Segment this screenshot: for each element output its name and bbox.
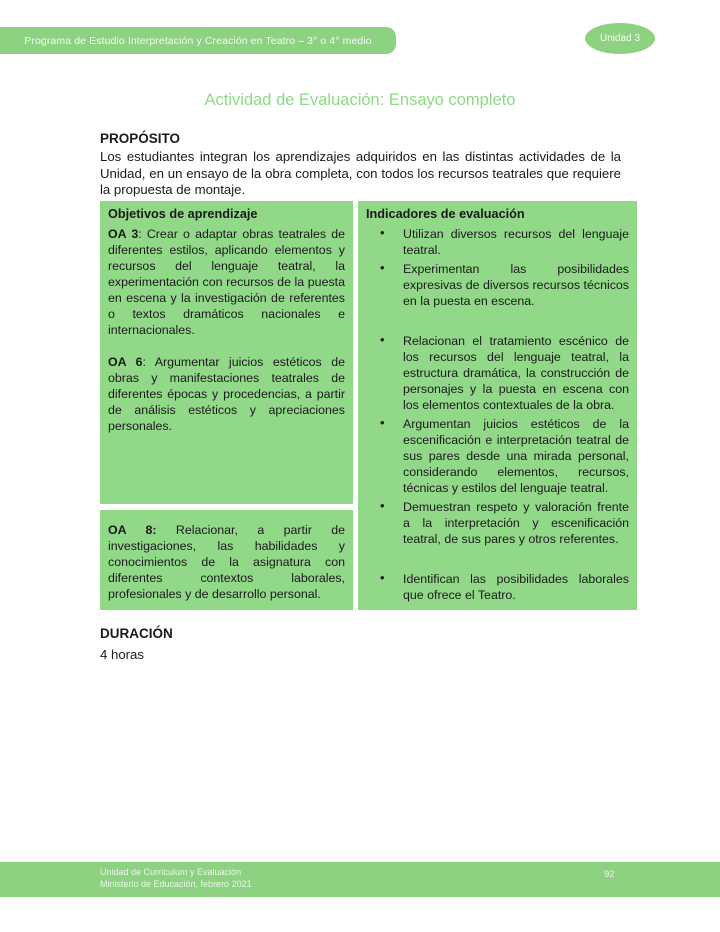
indicators-column <box>358 201 637 610</box>
bullet-icon: • <box>380 225 385 240</box>
footer-line2: Ministerio de Educación, febrero 2021 <box>100 879 252 889</box>
indicator-item <box>377 261 629 309</box>
duracion-value: 4 horas <box>100 647 144 662</box>
indicators-header: Indicadores de evaluación <box>366 207 525 221</box>
indicator-text: Identifican las posibilidades laborales que ofrece el Teatro. <box>403 572 629 602</box>
oa3-text: : Crear o adaptar obras teatrales de diferentes estilos, aplicando elementos y recursos del lenguaje teatral, la experimentación con recursos de la puesta en escena y la investigación de referentes o textos dramáticos nacionales e internacionales. <box>108 227 346 337</box>
proposito-section <box>100 131 621 199</box>
indicator-item <box>377 571 629 603</box>
indicator-text: Relacionan el tratamiento escénico de los recursos del lenguaje teatral, la estructura dramática, la construcción de personajes y la puesta en escena con los elementos contextuales de la obra. <box>403 334 629 412</box>
proposito-text: Los estudiantes integran los aprendizajes adquiridos en las distintas actividades de la Unidad, en un ensayo de la obra completa, con todos los recursos teatrales que requiere la propuesta de montaje. <box>100 149 621 197</box>
indicator-item <box>377 333 629 413</box>
oa6-item <box>108 354 345 434</box>
indicator-item <box>377 226 629 258</box>
unit-badge <box>585 23 655 54</box>
page-number: 92 <box>604 869 615 880</box>
bullet-icon: • <box>380 332 385 347</box>
indicator-group <box>366 333 629 547</box>
indicator-item <box>377 416 629 496</box>
program-banner-label: Programa de Estudio Interpretación y Creación en Teatro – 3° o 4° medio <box>24 34 372 47</box>
objectives-cell-main <box>100 201 353 504</box>
indicator-group <box>366 571 629 603</box>
bullet-icon: • <box>380 260 385 275</box>
indicator-text: Experimentan las posibilidades expresivas de diversos recursos técnicos en la puesta en escena. <box>403 262 629 308</box>
objectives-indicators-table <box>100 201 637 610</box>
indicator-item <box>377 499 629 547</box>
page-title: Actividad de Evaluación: Ensayo completo <box>204 91 516 109</box>
oa8-item <box>108 522 345 602</box>
oa6-label: OA 6 <box>108 355 143 369</box>
indicator-text: Argumentan juicios estéticos de la escenificación e interpretación teatral de sus pares desde una mirada personal, considerando elementos, recursos, técnicas y estilos del lenguaje teatral. <box>403 417 629 495</box>
duracion-heading: DURACIÓN <box>100 626 173 641</box>
oa3-item <box>108 226 345 338</box>
indicator-text: Utilizan diversos recursos del lenguaje teatral. <box>403 227 629 257</box>
footer-line1: Unidad de Currículum y Evaluación <box>100 867 242 877</box>
bullet-icon: • <box>380 498 385 513</box>
oa8-label: OA 8: <box>108 523 157 537</box>
oa6-text: : Argumentar juicios estéticos de obras y manifestaciones teatrales de diferentes épocas y procedencias, a partir de análisis estéticos y apreciaciones personales. <box>108 355 345 433</box>
objectives-cell-oa8 <box>100 510 353 610</box>
proposito-heading: PROPÓSITO <box>100 131 181 146</box>
indicator-group <box>366 226 629 309</box>
objectives-header: Objetivos de aprendizaje <box>108 207 258 221</box>
oa8-text: Relacionar, a partir de investigaciones, las habilidades y conocimientos de la asignatura con diferentes contextos laborales, profesionales y de desarrollo personal. <box>108 523 345 601</box>
unit-badge-label: Unidad 3 <box>599 33 641 44</box>
program-banner <box>0 27 396 54</box>
objectives-column <box>100 201 353 610</box>
bullet-icon: • <box>380 415 385 430</box>
oa3-label: OA 3 <box>108 227 139 241</box>
duracion-section <box>100 626 173 662</box>
indicators-cell <box>358 201 637 610</box>
bullet-icon: • <box>380 570 385 585</box>
indicator-text: Demuestran respeto y valoración frente a la interpretación y escenificación teatral, de sus pares y otros referentes. <box>403 500 629 546</box>
